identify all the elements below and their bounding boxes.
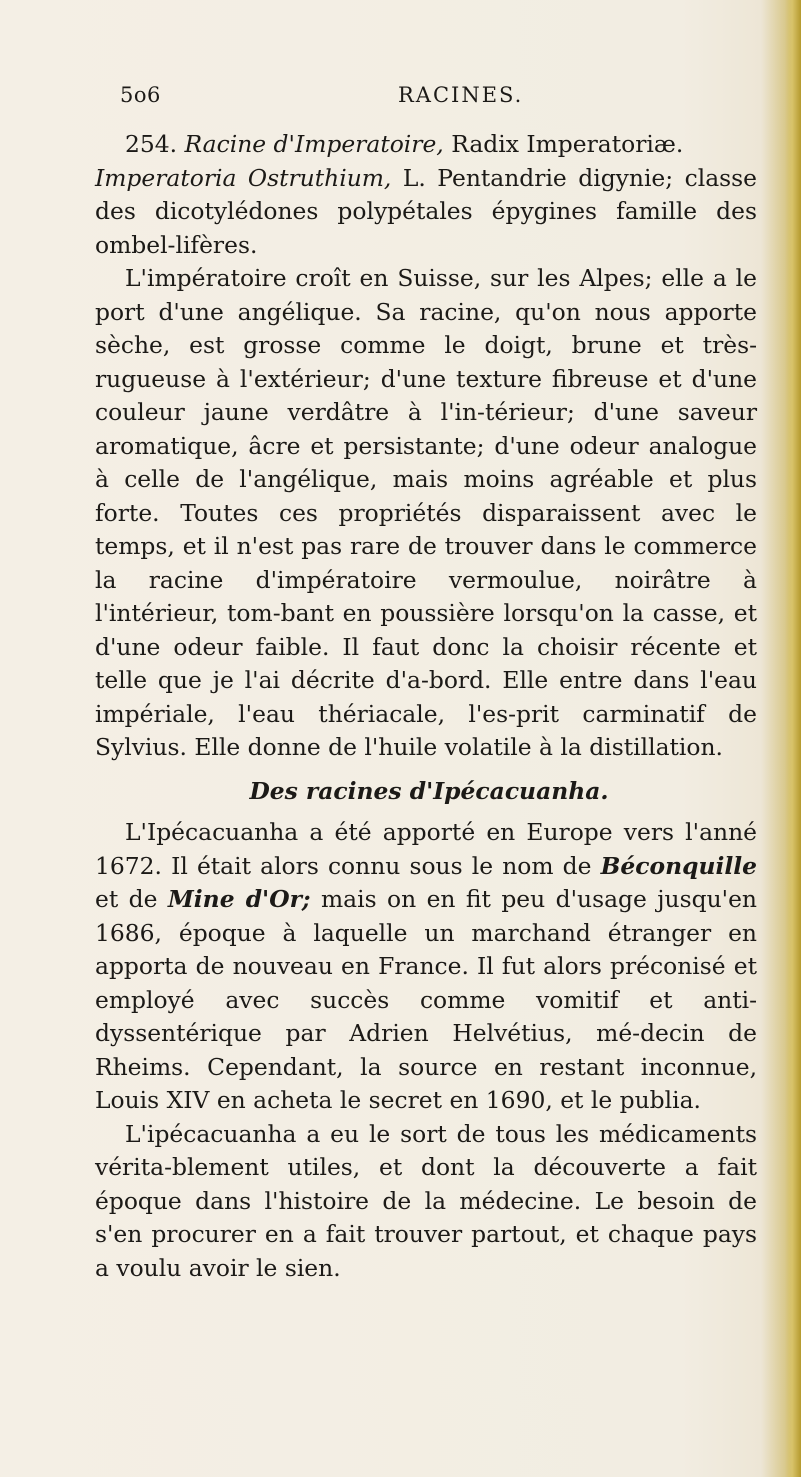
ipeca-name-beconquille: Béconquille (600, 851, 757, 880)
paragraph-imperatoire: L'impératoire croît en Suisse, sur les Alpes; elle a le port d'une angélique. Sa racine, qu'on nous apporte sèche, est grosse comme le doigt, brune et très-rugueuse à l'extérieur; d'une texture fibreuse et d'une couleur jaune verdâtre à l'in-térieur; d'une saveur aromatique, âcre et persistante; d'une odeur analogue à celle de l'angélique, mais moins agréable et plus forte. Toutes ces propriétés disparaissent avec le temps, et il n'est pas rare de trouver dans le commerce la racine d'impératoire vermoulue, noirâtre à l'intérieur, tom-bant en poussière lorsqu'on la casse, et d'une odeur faible. Il faut donc la choisir récente et telle que je l'ai décrite d'a-bord. Elle entre dans l'eau impériale, l'eau thériacale, l'es-prit carminatif de Sylvius. Elle donne de l'huile volatile à la distillation. (95, 264, 757, 761)
paragraph-ipecacuanha-fate: L'ipécacuanha a eu le sort de tous les médicaments vérita-blement utiles, et dont la découverte a fait époque dans l'histoire de la médecine. Le besoin de s'en procurer en a fait trouver partout, et chaque pays a voulu avoir le sien. (95, 1119, 757, 1282)
page-edge-shadow (785, 0, 801, 1477)
ipeca-text-2: et de (95, 885, 168, 913)
section-title: Des racines d'Ipécacuanha. (249, 776, 609, 805)
ipeca-text-1: L'Ipécacuanha a été apporté en Europe vers l'anné 1672. Il était alors connu sous le nom de (95, 818, 757, 880)
text-body (95, 128, 757, 1285)
classification-text: L. Pentandrie digynie; classe des dicotylédones polypétales épygines famille des ombel-lifères. (95, 163, 758, 259)
entry-title: Racine d'Imperatoire, (184, 130, 444, 158)
running-head: RACINES. (398, 83, 524, 107)
page-number: 5o6 (120, 83, 161, 107)
ipeca-text-3: mais on en fit peu d'usage jusqu'en 1686, époque à laquelle un marchand étranger en apporta de nouveau en France. Il fut alors préconisé et employé avec succès comme vomitif et anti-dyssentérique par Adrien Helvétius, mé-decin de Rheims. Cependant, la source en restant inconnue, Louis XIV en acheta le secret en 1690, et le publia. (95, 885, 757, 1114)
entry-latin-name: Radix Imperatoriæ. (451, 130, 684, 158)
page-header (120, 83, 680, 113)
entry-number: 254. (125, 130, 178, 158)
entry-classification (95, 162, 757, 263)
species-name: Imperatoria Ostruthium, (95, 163, 392, 192)
entry-heading (95, 128, 757, 162)
ipeca-name-mine-dor: Mine d'Or; (167, 885, 311, 913)
paragraph-ipecacuanha-history (95, 816, 757, 1118)
